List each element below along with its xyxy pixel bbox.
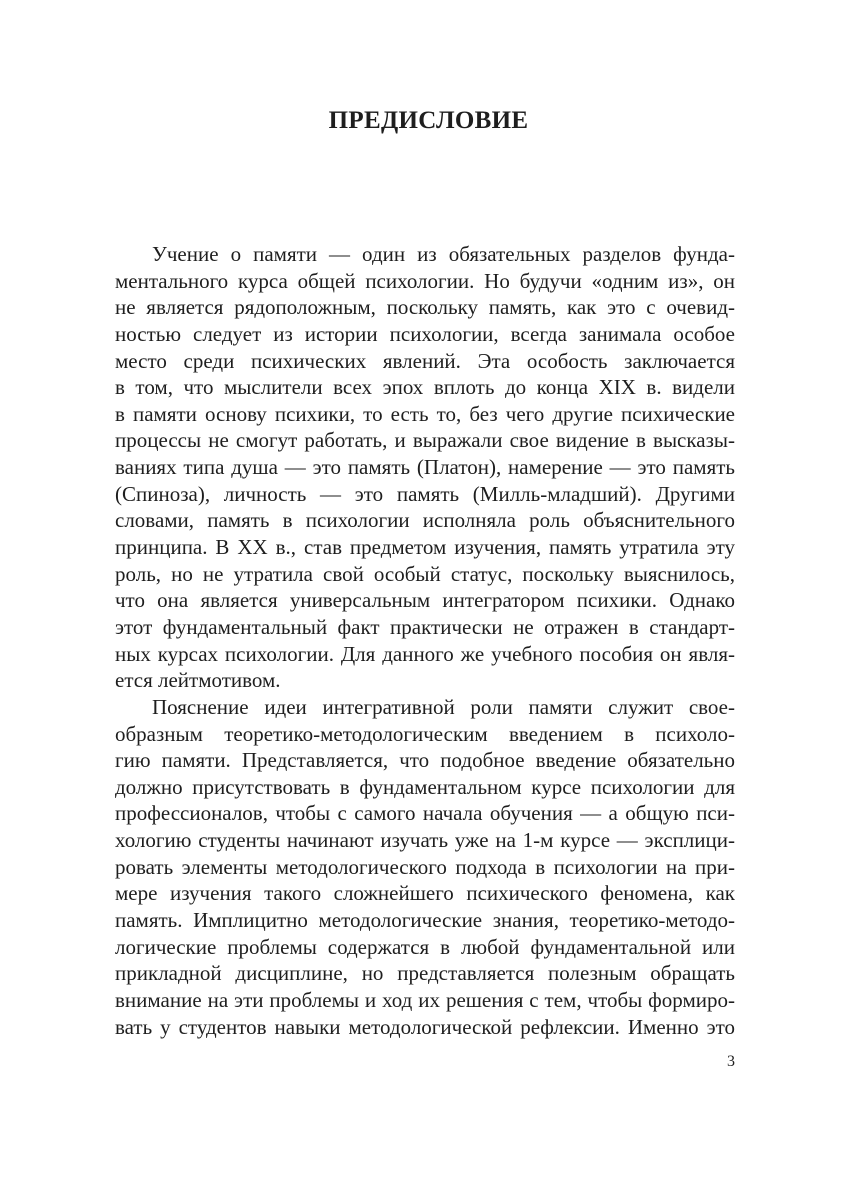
text-line: образным теоретико-методологическим введением в психоло- bbox=[115, 721, 735, 746]
text-line: ется лейтмотивом. bbox=[115, 668, 281, 693]
text-line: прикладной дисциплине, но представляется полезным обращать bbox=[115, 961, 735, 986]
text-line: процессы не смогут работать, и выражали свое видение в высказы- bbox=[115, 428, 735, 453]
text-line: словами, память в психологии исполняла роль объяснительного bbox=[115, 508, 735, 533]
text-line: ваниях типа душа — это память (Платон), намерение — это память bbox=[115, 455, 735, 480]
text-line: вать у студентов навыки методологической рефлексии. Именно это bbox=[115, 1014, 735, 1039]
text-line: в памяти основу психики, то есть то, без чего другие психические bbox=[115, 401, 735, 426]
page-title: ПРЕДИСЛОВИЕ bbox=[328, 107, 529, 134]
text-line: принципа. В XX в., став предметом изучения, память утратила эту bbox=[115, 535, 735, 560]
text-line: (Спиноза), личность — это память (Милль-младший). Другими bbox=[115, 481, 735, 506]
text-line: ровать элементы методологического подхода в психологии на при- bbox=[115, 854, 735, 879]
text-line: мере изучения такого сложнейшего психического феномена, как bbox=[115, 881, 735, 906]
text-line: ностью следует из истории психологии, всегда занимала особое bbox=[115, 321, 735, 346]
text-line: ных курсах психологии. Для данного же учебного пособия он явля- bbox=[115, 641, 735, 666]
text-line: Учение о памяти — один из обязательных разделов фунда- bbox=[152, 242, 735, 266]
text-line: гию памяти. Представляется, что подобное введение обязательно bbox=[115, 748, 735, 773]
page-number: 3 bbox=[727, 1053, 735, 1070]
text-line: память. Имплицитно методологические знания, теоретико-методо- bbox=[115, 908, 735, 933]
text-line: логические проблемы содержатся в любой фундаментальной или bbox=[115, 934, 735, 959]
text-line: роль, но не утратила свой особый статус, поскольку выяснилось, bbox=[115, 561, 735, 586]
text-line: профессионалов, чтобы с самого начала обучения — а общую пси- bbox=[115, 801, 735, 826]
text-line: в том, что мыслители всех эпох вплоть до конца XIX в. видели bbox=[115, 375, 735, 400]
text-line: не является рядоположным, поскольку память, как это с очевид- bbox=[115, 295, 735, 320]
text-line: хологию студенты начинают изучать уже на 1-м курсе — эксплици- bbox=[115, 828, 735, 853]
body-text bbox=[115, 241, 735, 1040]
text-line: что она является универсальным интегратором психики. Однако bbox=[115, 588, 735, 613]
text-line: ментального курса общей психологии. Но будучи «одним из», он bbox=[115, 268, 735, 293]
text-line: Пояснение идеи интегративной роли памяти служит свое- bbox=[152, 694, 735, 719]
text-line: место среди психических явлений. Эта особость заключается bbox=[115, 348, 735, 373]
text-line: должно присутствовать в фундаментальном курсе психологии для bbox=[115, 774, 735, 799]
text-line: этот фундаментальный факт практически не отражен в стандарт- bbox=[115, 614, 735, 639]
text-line: внимание на эти проблемы и ход их решения с тем, чтобы формиро- bbox=[115, 987, 735, 1012]
